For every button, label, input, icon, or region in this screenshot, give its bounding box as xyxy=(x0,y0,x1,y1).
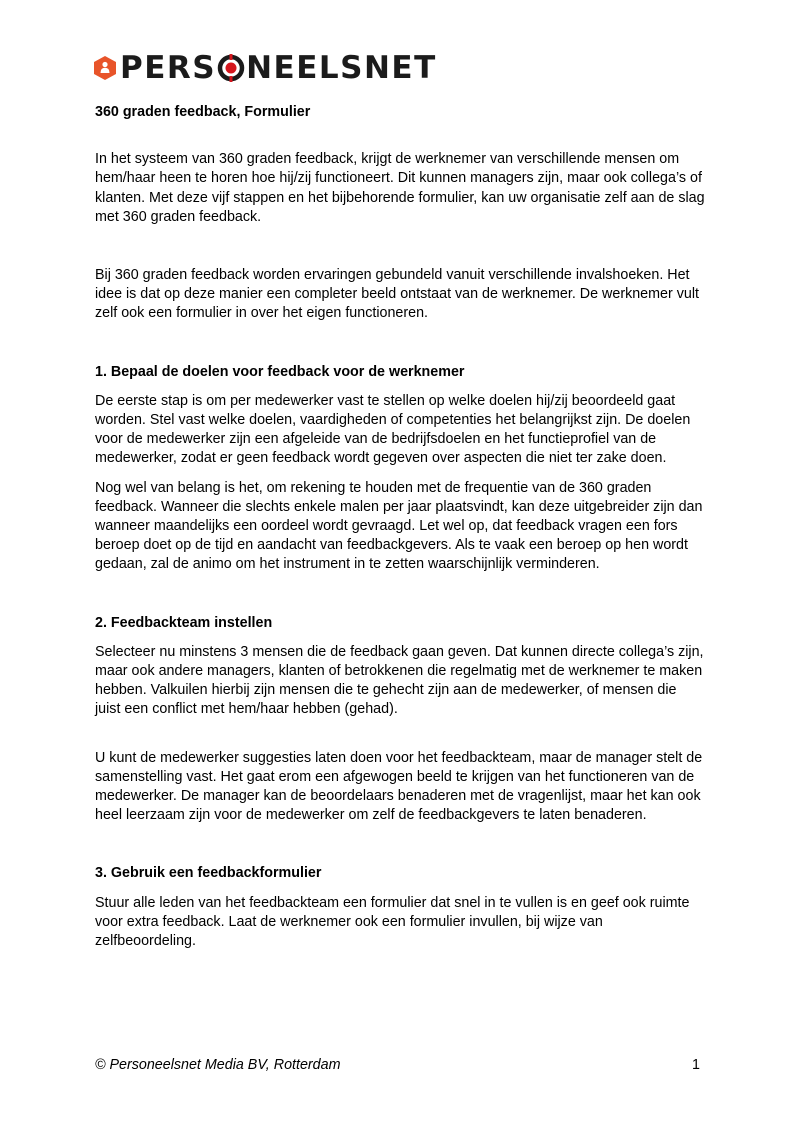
section-1-paragraph-1: De eerste stap is om per medewerker vast te stellen op welke doelen hij/zij beoordeeld gaat worden. Stel vast welke doelen, vaardigheden of competenties het belangrijkst zijn. De doelen voor de medewerker zijn een afgeleide van de bedrijfsdoelen en het functieprofiel van de medewerker, zodat er geen feedback wordt gegeven over aspecten die niet ter zake doen. xyxy=(95,392,691,467)
document-body xyxy=(95,103,705,961)
page-footer xyxy=(95,1056,700,1075)
document-title: 360 graden feedback, Formulier xyxy=(95,104,311,120)
section-3-heading: 3. Gebruik een feedbackformulier xyxy=(95,865,322,882)
logo-wordmark xyxy=(120,51,437,85)
section-2-paragraph-2: U kunt de medewerker suggesties laten doen voor het feedbackteam, maar de manager stelt de samenstelling vast. Het gaat erom een afgewogen beeld te krijgen van het functioneren van de medewerker. De manager kan de beoordelaars benaderen met de vragenlijst, maar het kan ook heel leerzaam zijn voor de medewerker om zelf de feedbackgevers te laten benaderen. xyxy=(95,749,703,824)
section-2-heading: 2. Feedbackteam instellen xyxy=(95,614,273,631)
footer-copyright: © Personeelsnet Media BV, Rotterdam xyxy=(95,1057,341,1073)
section-3-paragraph-1: Stuur alle leden van het feedbackteam een formulier dat snel in te vullen is en geef ook ruimte voor extra feedback. Laat de werknemer ook een formulier invullen, bij wijze van zelfbeoordeling. xyxy=(95,894,690,950)
section-2-paragraph-1: Selecteer nu minstens 3 mensen die de feedback gaan geven. Dat kunnen directe collega’s zijn, maar ook andere managers, klanten of betrokkenen die regelmatig met de werknemer te maken hebben. Valkuilen hierbij zijn mensen die te gehecht zijn aan de medewerker, of mensen die juist een conflict met hem/haar hebben (gehad). xyxy=(95,643,704,718)
target-o-icon xyxy=(217,54,245,82)
section-1-heading: 1. Bepaal de doelen voor feedback voor de werknemer xyxy=(95,363,465,380)
section-1-paragraph-2: Nog wel van belang is het, om rekening te houden met de frequentie van de 360 graden feedback. Wanneer die slechts enkele malen per jaar plaatsvindt, kan deze uitgebreider zijn dan wanneer maandelijks een oordeel wordt gevraagd. Let wel op, dat feedback vragen een fors beroep doet op de tijd en aandacht van feedbackgevers. Als te vaak een beroep op hen wordt gedaan, zal de animo om het instrument in te zetten waarschijnlijk verminderen. xyxy=(95,479,703,573)
personeelsnet-logo xyxy=(94,51,437,85)
logo-text-start: PERS xyxy=(120,50,217,86)
logo-text-end: NEELSNET xyxy=(246,50,437,86)
intro-paragraph-1: In het systeem van 360 graden feedback, krijgt de werknemer van verschillende mensen om hem/haar heen te horen hoe hij/zij functioneert. Dit kunnen managers zijn, maar ook collega’s of klanten. Met deze vijf stappen en het bijbehorende formulier, kan uw organisatie zelf aan de slag met 360 graden feedback. xyxy=(95,151,705,225)
intro-paragraph-2: Bij 360 graden feedback worden ervaringen gebundeld vanuit verschillende invalshoeken. Het idee is dat op deze manier een completer beeld ontstaat van de werknemer. De werknemer vult zelf ook een formulier in over het eigen functioneren. xyxy=(95,267,699,322)
page-number: 1 xyxy=(692,1057,700,1073)
hexagon-person-icon xyxy=(94,56,116,80)
